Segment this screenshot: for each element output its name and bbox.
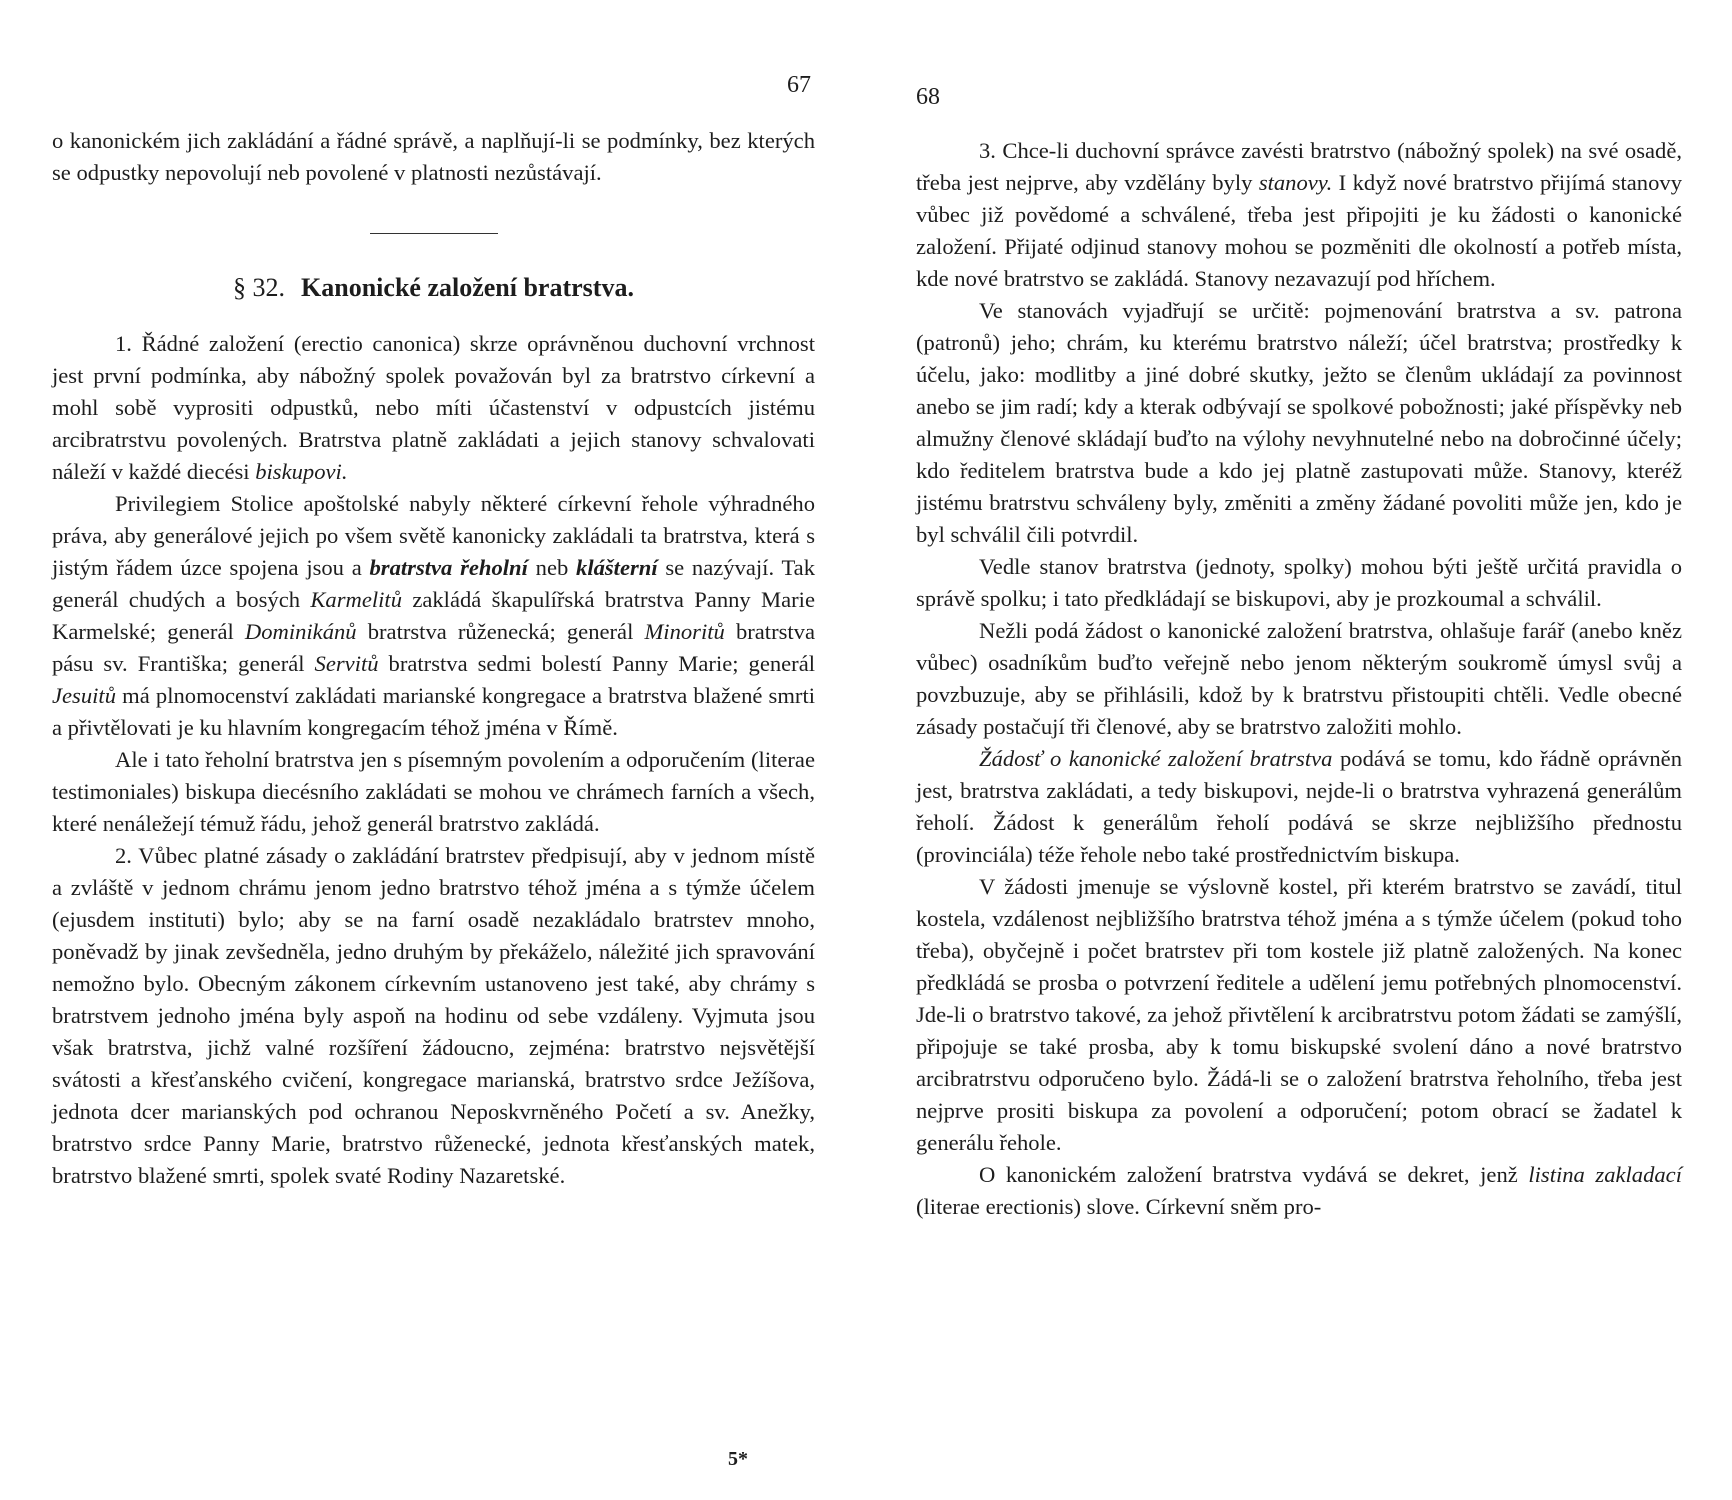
paragraph-2: Privilegiem Stolice apoštolské nabyly některé církevní řehole výhradného práva, aby generálové jejich po všem světě kanonicky zakládali ta bratrstva, která s jistým řádem úzce spojena jsou a bratrstva řeholní neb klášterní se nazývají. Tak generál chudých a bosých Karmelitů zakládá škapulířská bratrstva Panny Marie Karmelské; generál Dominikánů bratrstva růženecká; generál Minoritů bratrstva pásu sv. Františka; generál Servitů bratrstva sedmi bolestí Panny Marie; generál Jesuitů má plnomocenství zakládati marianské kongregace a bratrstva blažené smrti a přivtělovati je ku hlavním kongregacím téhož jména v Římě. [52, 491, 816, 740]
paragraph-4: 2. Vůbec platné zásady o zakládání bratrstev předpisují, aby v jednom místě a zvláště v jednom chrámu jenom jedno bratrstvo téhož jména a s týmže účelem (ejusdem instituti) bylo; aby se na farní osadě nezakládalo bratrstev mnoho, poněvadž by jinak zevšedněla, jedno druhým by překáželo, náležité jich spravování nemožno bylo. Obecným zákonem církevním ustanoveno jest také, aby chrámy s bratrstvem jednoho jména byly aspoň na hodinu od sebe vzdáleny. Vyjmuta jsou však bratrstva, jichž valné rozšíření žádoucno, zejména: bratrstvo nejsvětější svátosti a křesťanského cvičení, kongregace marianská, bratrstvo srdce Ježíšova, jednota dcer marianských pod ochranou Neposkvrněného Početí a sv. Anežky, bratrstvo srdce Panny Marie, bratrstvo růženecké, jednota křesťanských matek, bratrstvo blažené smrti, spolek svaté Rodiny Nazaretské. [52, 843, 815, 1188]
paragraph-ve-stanovach: Ve stanovách vyjadřují se určitě: pojmenování bratrstva a sv. patrona (patronů) jeho; chrám, ku kterému bratrstvo náleží; účel bratrstva; prostředky k účelu, jako: modlitby a jiné dobré skutky, ježto se členům ukládají za povinnost anebo se jim radí; kdy a kterak odbývají se spolkové pobožnosti; jaké příspěvky neb almužny členové skládají buďto na výlohy nevyhnutelné nebo na dobročinné účely; kdo ředitelem bratrstva bude a kdo jej platně zastupovati může. Stanovy, kteréž jistému bratrstvu schváleny byly, změniti a změny žádané povoliti může jen, kdo je byl schválil čili potvrdil. [916, 298, 1682, 547]
paragraph-3: Ale i tato řeholní bratrstva jen s písemným povolením a odporučením (literae testimoniales) biskupa diecésního zakládati se mohou ve chrámech farních a všech, které nenáležejí témuž řádu, jehož generál bratrstvo zakládá. [52, 747, 815, 836]
emphasis-jesuitu: Jesuitů [52, 683, 116, 708]
emphasis-servitu: Servitů [314, 651, 379, 676]
paragraph-v-zadosti: V žádosti jmenuje se výslovně kostel, při kterém bratrstvo se zavádí, titul kostela, vzdálenost nejbližšího bratrstva téhož jména a s týmže účelem (pokud toho třeba), obyčejně i počet bratrstev při tom kostele již platně založených. Na konec předkládá se prosba o potvrzení ředitele a udělení jemu potřebných plnomocenství. Jde-li o bratrstvo takové, za jehož přivtělení k arcibratrstvu potom žádati se zamýšlí, připojuje se také prosba, aby k tomu biskupské svolení dáno a nové bratrstvo arcibratrstvu odporučeno bylo. Žádá-li se o založení bratrstva řeholního, třeba jest nejprve prositi biskupa za povolení a odporučení; potom obrací se žadatel k generálu řehole. [916, 874, 1682, 1155]
paragraph-dekret: O kanonickém založení bratrstva vydává se dekret, jenž listina zakladací (literae erectionis) slove. Církevní sněm pro- [916, 1162, 1682, 1219]
signature-mark: 5* [728, 1448, 748, 1470]
left-page-text [52, 125, 815, 1192]
emphasis-zadost: Žádosť o kanonické založení bratrstva [979, 746, 1333, 771]
page-number-left: 67 [787, 72, 811, 98]
emphasis-klasterni: klášterní [576, 555, 658, 580]
right-page-text [916, 135, 1682, 1223]
emphasis-stanovy: stanovy. [1258, 170, 1333, 195]
section-title: Kanonické založení bratrstva. [301, 273, 634, 302]
section-heading [52, 272, 815, 304]
emphasis-biskupovi: biskupovi. [255, 459, 348, 484]
continued-paragraph: o kanonickém jich zakládání a řádné správě, a naplňují-li se podmínky, bez kterých se odpustky nepovolují neb povolené v platnosti nezůstávají. [52, 128, 815, 185]
page-number-right: 68 [916, 84, 940, 110]
paragraph-nezli: Nežli podá žádost o kanonické založení bratrstva, ohlašuje farář (anebo kněz vůbec) osadníkům buďto veřejně nebo jenom některým soukromě úmysl svůj a povzbuzuje, aby se přihlásili, kdož by k bratrstvu přistoupiti chtěli. Vedle obecné zásady postačují tři členové, aby se bratrstvo založiti mohlo. [916, 618, 1682, 739]
paragraph-zadost: Žádosť o kanonické založení bratrstva podává se tomu, kdo řádně oprávněn jest, bratrstva zakládati, a tedy biskupovi, nejde-li o bratrstva vyhrazená generálům řeholí. Žádost k generálům řeholí podává se skrze nejbližšího přednostu (provinciála) téže řehole nebo také prostřednictvím biskupa. [916, 746, 1682, 867]
paragraph-vedle-stanov: Vedle stanov bratrstva (jednoty, spolky) mohou býti ještě určitá pravidla o správě spolku; i tato předkládají se biskupovi, aby je prozkoumal a schválil. [916, 554, 1682, 611]
emphasis-listina-zakladaci: listina zakladací [1528, 1162, 1682, 1187]
emphasis-dominikanu: Dominikánů [244, 619, 357, 644]
emphasis-karmelitu: Karmelitů [310, 587, 402, 612]
right-page [866, 0, 1732, 1500]
emphasis-bratrstva-reholni: bratrstva řeholní [369, 555, 528, 580]
section-divider [370, 233, 498, 234]
paragraph-3-stanovy: 3. Chce-li duchovní správce zavésti bratrstvo (nábožný spolek) na své osadě, třeba jest nejprve, aby vzdělány byly stanovy. I když nové bratrstvo přijímá stanovy vůbec již povědomé a schválené, třeba jest připojiti je ku žádosti o kanonické založení. Přijaté odjinud stanovy mohou se pozměniti dle okolností a potřeb místa, kde nové bratrstvo se zakládá. Stanovy nezavazují pod hříchem. [916, 138, 1682, 291]
section-number: § 32. [233, 273, 286, 302]
paragraph-1: 1. Řádné založení (erectio canonica) skrze oprávněnou duchovní vrchnost jest první podmínka, aby nábožný spolek považován byl za bratrstvo církevní a mohl sobě vyprositi odpustků, nebo míti účastenství v odpustcích jistému arcibratrstvu povolených. Bratrstva platně zakládati a jejich stanovy schvalovati náleží v každé diecési biskupovi. [52, 331, 815, 484]
emphasis-minoritu: Minoritů [644, 619, 725, 644]
